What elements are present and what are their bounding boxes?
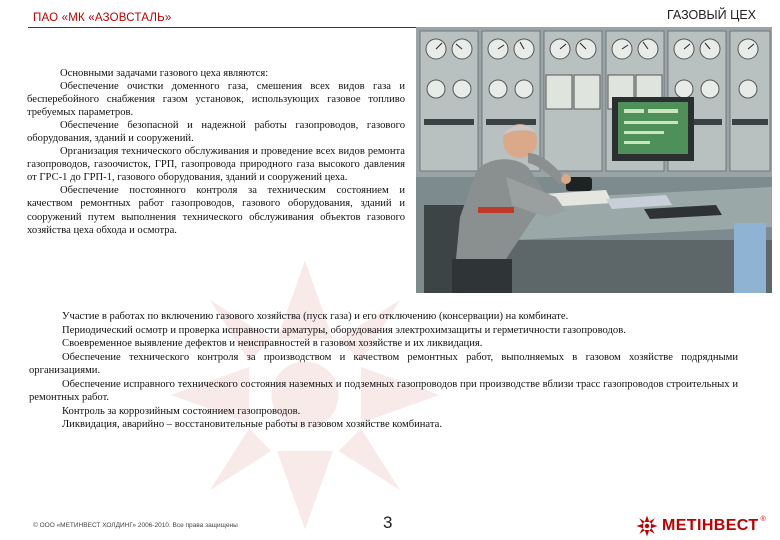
intro-text-block (27, 67, 405, 237)
page-number: 3 (383, 513, 393, 532)
duty-paragraph: Участие в работах по включению газового хозяйства (пуск газа) и его отключению (консервации) на комбинате. (62, 311, 569, 322)
intro-paragraph: Обеспечение безопасной и надежной работы газопроводов, газового оборудования, зданий и сооружений. (27, 120, 405, 145)
duty-paragraph: Обеспечение исправного технического состояния наземных и подземных газопроводов при производстве вблизи трасс газопроводов строительных и ремонтных работ. (29, 378, 738, 403)
page-title: ГАЗОВЫЙ ЦЕХ (666, 8, 756, 22)
metinvest-logo (636, 514, 766, 538)
copyright-text: © ООО «МЕТИНВЕСТ ХОЛДИНГ» 2006-2010. Все права защищены (33, 522, 238, 529)
logo-wordmark: МЕТІНВЕСТ (662, 517, 759, 534)
duty-paragraph: Периодический осмотр и проверка исправности арматуры, оборудования электрохимзащиты и герметичности газопроводов. (62, 324, 626, 336)
duty-paragraph: Обеспечение технического контроля за производством и качеством ремонтных работ, выполняемых в газовом хозяйстве подрядными организациями. (29, 351, 738, 376)
duty-paragraph: Ликвидация, аварийно – восстановительные работы в газовом хозяйстве комбината. (62, 419, 442, 430)
intro-paragraph: Организация технического обслуживания и проведение всех видов ремонта газопроводов, газоочисток, ГРП, газопровода природного газа высокого давления от ГРС-1 до ГРП-1, газового оборудования, зданий и сооружений цеха. (27, 146, 405, 184)
intro-paragraph: Основными задачами газового цеха являются: (60, 68, 269, 79)
metinvest-logo-icon (636, 515, 658, 537)
intro-paragraph: Обеспечение постоянного контроля за техническим состоянием и качеством ремонтных работ газопроводов, газового оборудования, зданий и сооружений путем выполнения технического обслуживания объектов газового хозяйства цеха обхода и осмотра. (27, 185, 405, 236)
intro-paragraph: Обеспечение очистки доменного газа, смешения всех видов газа и бесперебойного снабжения газом установок, использующих газовое топливо требуемых параметров. (27, 81, 405, 119)
duty-paragraph: Своевременное выявление дефектов и неисправностей в газовом хозяйстве и их ликвидация. (62, 338, 483, 349)
control-room-illustration (416, 27, 772, 293)
company-name: ПАО «МК «АЗОВСТАЛЬ» (33, 12, 172, 24)
registered-mark: ® (760, 516, 766, 523)
duty-paragraph: Контроль за коррозийным состоянием газопроводов. (62, 405, 301, 417)
duties-text-block (29, 310, 738, 432)
control-room-photo (416, 27, 772, 293)
